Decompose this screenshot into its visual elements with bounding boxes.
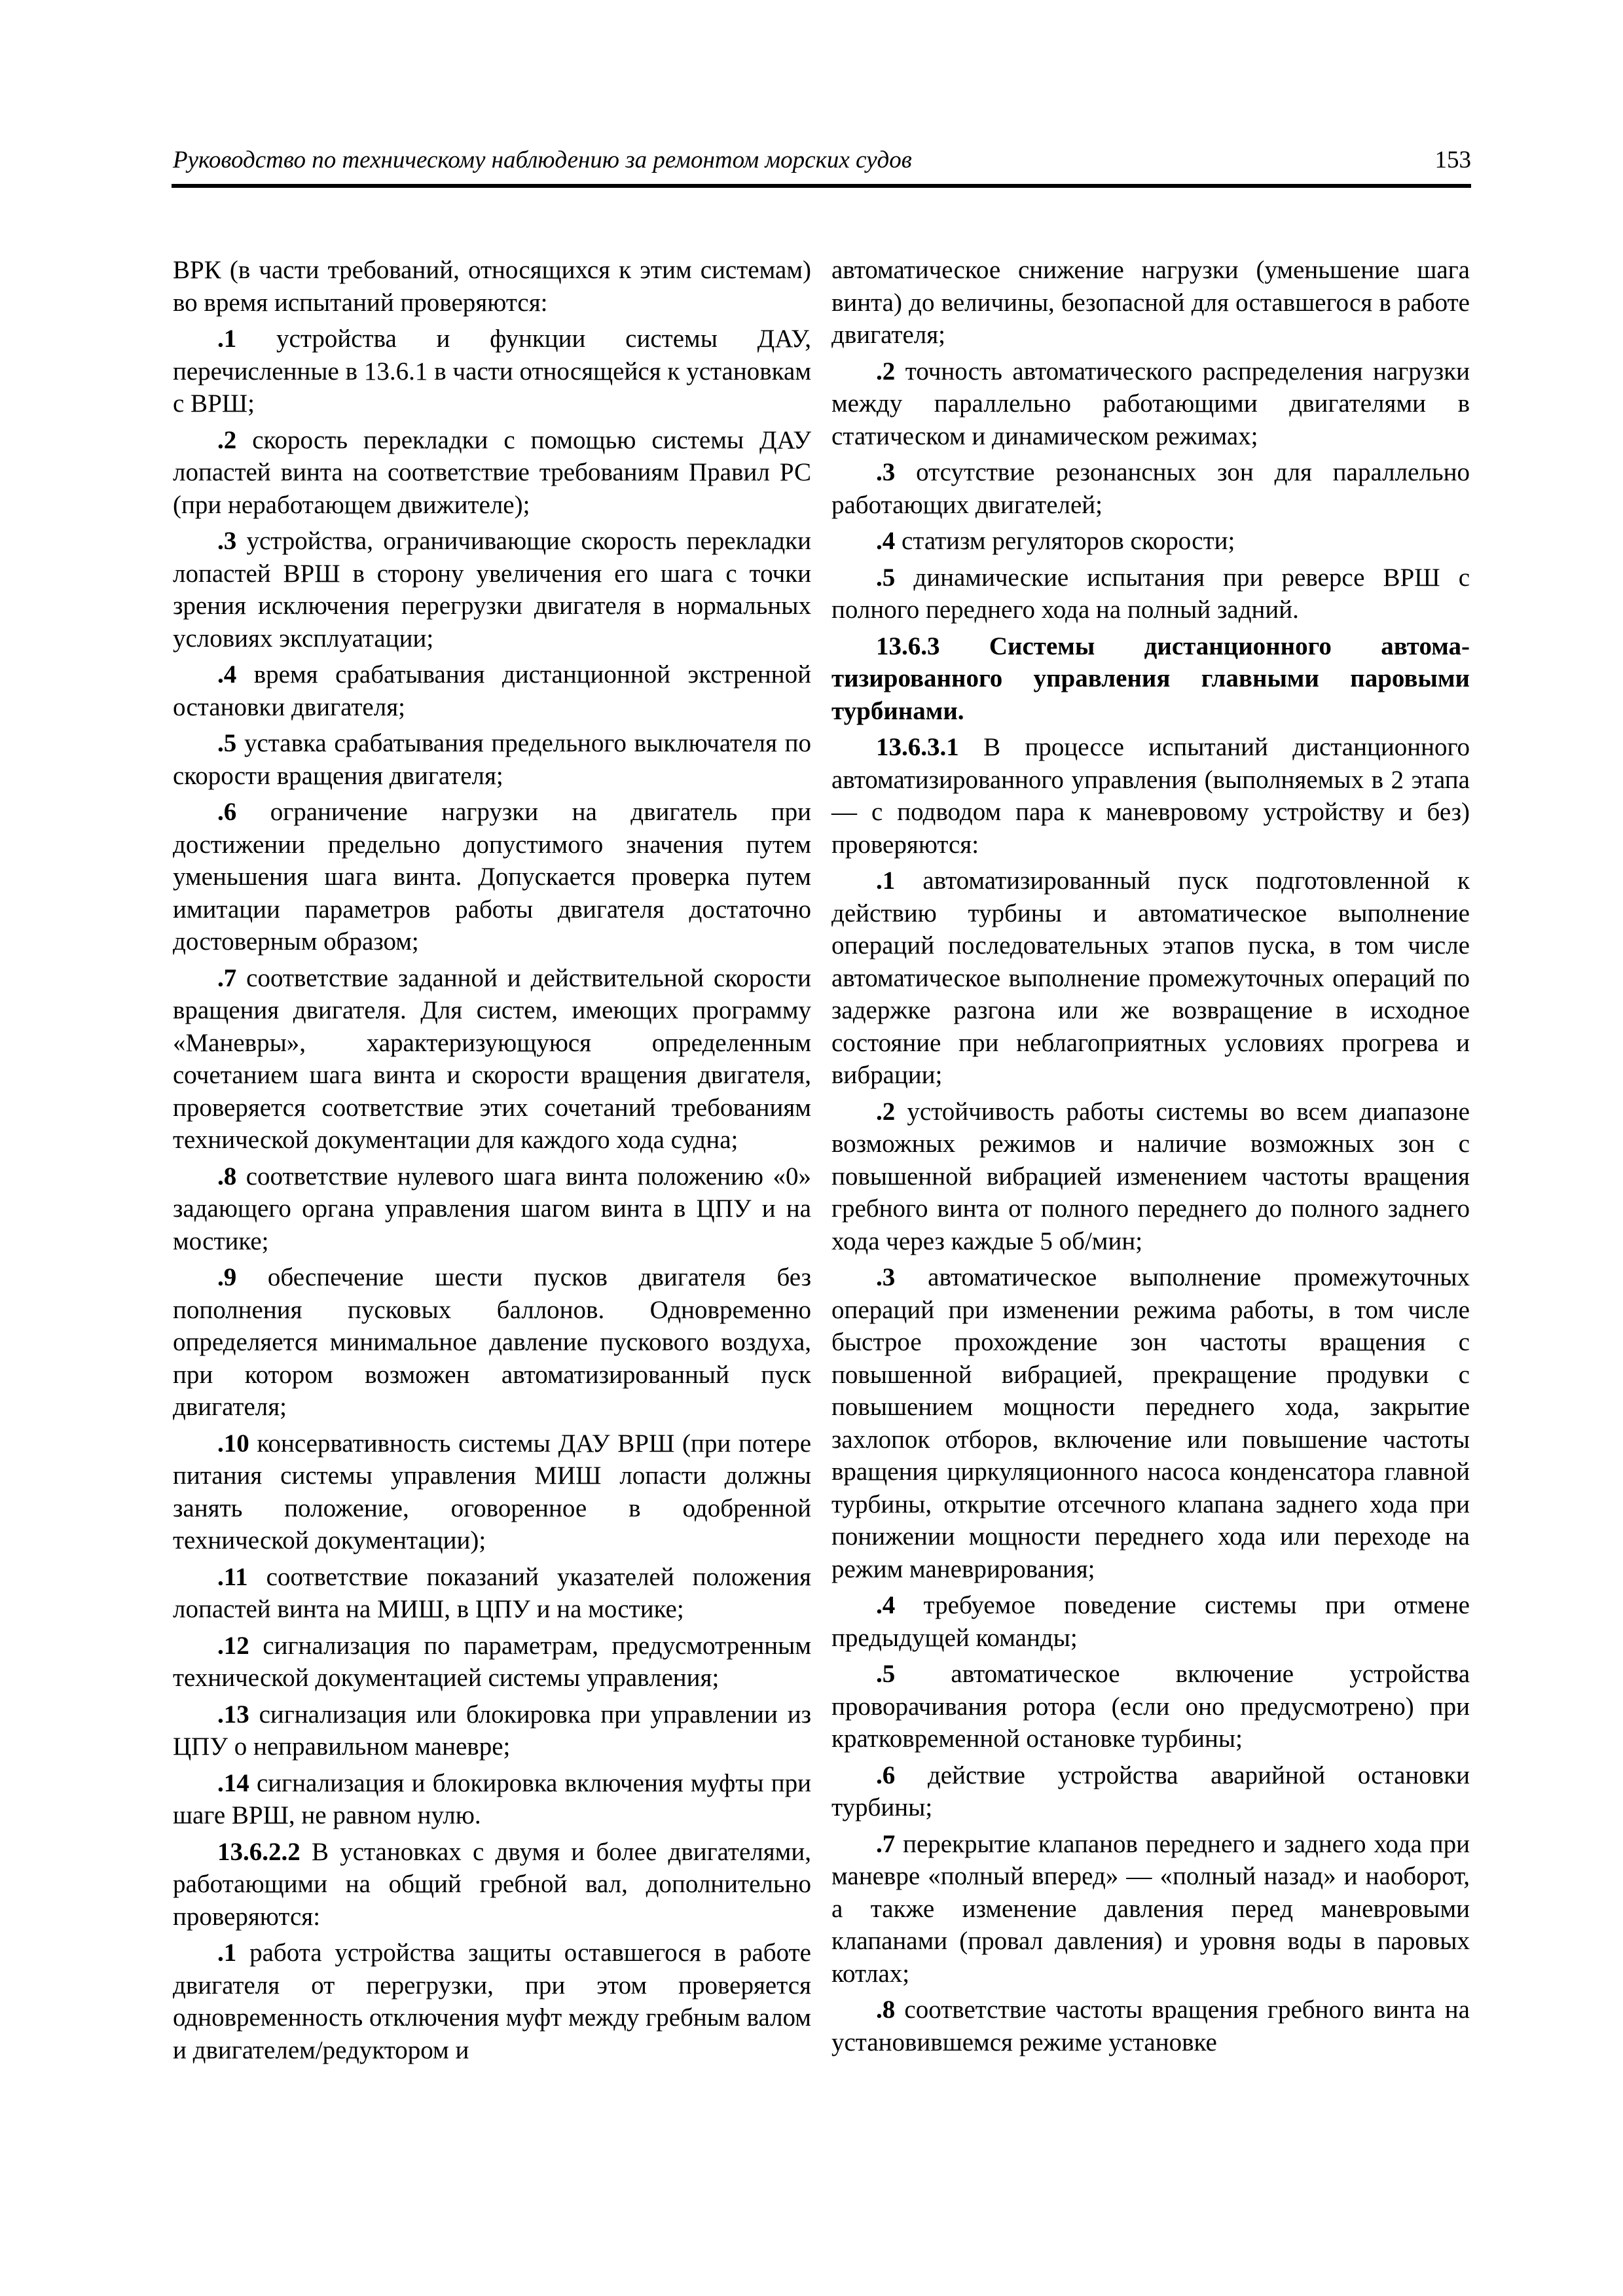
item-text: статизм регуляторов скорости; <box>895 527 1235 555</box>
section-number: 13.6.2.2 <box>217 1837 301 1866</box>
item-text: уставка срабатывания предельного выключателя по скорости вращения двигателя; <box>173 729 811 790</box>
item-text: скорость перекладки с помощью системы ДАУ лопастей винта на соответствие требованиям Правил РС (при неработающем движителе); <box>173 425 811 519</box>
item-text: точность автоматического распределения нагрузки между параллельно работающими двигателями в статическом и динамическом режимах; <box>831 357 1470 450</box>
item-text: соответствие частоты вращения гребного винта на установившемся режиме установке <box>831 1996 1470 2056</box>
list-item <box>173 727 811 792</box>
item-text: отсутствие резонансных зон для параллельно работающих двигателей; <box>831 458 1470 519</box>
item-number: .3 <box>217 527 237 555</box>
list-item <box>173 796 811 958</box>
list-item <box>173 323 811 420</box>
list-item <box>173 1561 811 1626</box>
item-text: автоматизированный пуск подготовленной к действию турбины и автоматическое выполнение операций последовательных этапов пуска, в том числе автоматическое выполнение промежуточных операций по задержке разгона или же возвращение в исходное состояние при неблагоприятных условиях прогрева и вибрации; <box>831 867 1470 1089</box>
item-number: .4 <box>876 527 896 555</box>
item-text: сигнализация по параметрам, предусмотренным технической документацией системы управления; <box>173 1631 811 1692</box>
page-header <box>172 134 1471 188</box>
item-number: .11 <box>217 1562 248 1591</box>
item-text: обеспечение шести пусков двигателя без пополнения пусковых баллонов. Одновременно определяется минимальное давление пускового воздуха, при котором возможен автоматизированный пуск двигателя; <box>173 1263 811 1421</box>
list-item <box>831 355 1470 453</box>
item-text: соответствие заданной и действительной скорости вращения двигателя. Для систем, имеющих программу «Маневры», характеризующуюся определенным сочетанием шага винта и скорости вращения двигателя, проверяется соответствие этих сочетаний требованиям технической документации для каждого хода судна; <box>173 963 811 1154</box>
item-number: .1 <box>217 1939 237 1967</box>
item-text: консервативность системы ДАУ ВРШ (при потере питания системы управления МИШ лопасти должны занять положение, оговоренное в одобренной технической документации); <box>173 1429 811 1554</box>
item-number: .13 <box>217 1700 249 1729</box>
item-text: устройства, ограничивающие скорость перекладки лопастей ВРШ в сторону увеличения его шага с точки зрения исключения перегрузки двигателя в нормальных условиях эксплуатации; <box>173 527 811 653</box>
list-item <box>831 1261 1470 1585</box>
section-text: В установках с двумя и более двигателями, работающими на общий гребной вал, дополнительно проверяются: <box>173 1837 811 1931</box>
item-number: .3 <box>876 1263 896 1291</box>
list-item <box>173 1261 811 1424</box>
item-number: .14 <box>217 1768 249 1797</box>
item-text: устройства и функции системы ДАУ, перечисленные в 13.6.1 в части относящейся к установкам с ВРШ; <box>173 325 811 418</box>
item-number: .7 <box>876 1829 896 1858</box>
item-text: автоматическое выполнение промежуточных операций при изменении режима работы, в том числе быстрое прохождение зон частоты вращения с повышенной вибрацией, прекращение продувки с повышением мощности переднего хода, закрытие захлопок отборов, включение или повышение частоты вращения циркуляционного насоса конденсатора главной турбины, открытие отсечного клапана заднего хода при понижении мощности переднего хода или переходе на режим маневрирования; <box>831 1263 1470 1583</box>
running-title: Руководство по техническому наблюдению за ремонтом морских судов <box>173 147 912 173</box>
item-number: .4 <box>217 660 237 689</box>
item-number: .6 <box>217 798 237 826</box>
list-item <box>173 1630 811 1695</box>
list-item <box>173 1937 811 2066</box>
item-number: .4 <box>876 1591 896 1619</box>
item-number: .6 <box>876 1761 896 1789</box>
item-text: ограничение нагрузки на двигатель при достижении предельно допустимого значения путем уменьшения шага винта. Допускается проверка путем имитации параметров работы двигателя достаточно достоверным образом; <box>173 798 811 956</box>
list-item <box>173 525 811 655</box>
item-number: .12 <box>217 1631 249 1660</box>
item-text: динамические испытания при реверсе ВРШ с полного переднего хода на полный задний. <box>831 563 1470 624</box>
list-item <box>831 1096 1470 1258</box>
item-number: .1 <box>876 867 896 895</box>
item-text: требуемое поведение системы при отмене предыдущей команды; <box>831 1591 1470 1652</box>
item-number: .5 <box>217 729 237 757</box>
item-text: соответствие показаний указателей положения лопастей винта на МИШ, в ЦПУ и на мостике; <box>173 1562 811 1623</box>
item-number: .5 <box>876 1660 896 1688</box>
list-item <box>173 1698 811 1763</box>
section-number: 13.6.3.1 <box>876 733 959 761</box>
list-item <box>173 658 811 723</box>
list-item <box>173 1767 811 1832</box>
section-paragraph <box>173 1836 811 1933</box>
item-text: действие устройства аварийной остановки турбины; <box>831 1761 1470 1821</box>
item-number: .7 <box>217 963 237 992</box>
list-item <box>831 865 1470 1092</box>
item-number: .3 <box>876 458 896 486</box>
list-item <box>831 1658 1470 1755</box>
list-item <box>831 525 1470 558</box>
list-item <box>831 1589 1470 1654</box>
list-item <box>831 1994 1470 2058</box>
paragraph: автоматическое снижение нагрузки (уменьшение шага винта) до величины, безопасной для оставшегося в работе двигателя; <box>831 256 1470 349</box>
list-item <box>831 456 1470 521</box>
item-number: .2 <box>876 357 896 386</box>
item-number: .8 <box>217 1162 237 1191</box>
item-text: перекрытие клапанов переднего и заднего хода при маневре «полный вперед» — «полный назад» и наоборот, а также изменение давления перед маневровыми клапанами (провал давления) и уровня воды в паровых котлах; <box>831 1829 1470 1988</box>
item-number: .10 <box>217 1429 249 1458</box>
item-number: .8 <box>876 1996 896 2024</box>
list-item <box>831 562 1470 626</box>
list-item <box>831 1759 1470 1824</box>
item-number: .5 <box>876 563 896 592</box>
paragraph: ВРК (в части требований, относящихся к этим системам) во время испытаний проверяются: <box>173 256 811 317</box>
item-text: время срабатывания дистанционной экстренной остановки двигателя; <box>173 660 811 721</box>
list-item <box>173 1160 811 1258</box>
item-number: .1 <box>217 325 237 353</box>
item-text: автоматическое включение устройства проворачивания ротора (если оно предусмотрено) при кратковременной остановке турбины; <box>831 1660 1470 1753</box>
page-number: 153 <box>1434 147 1471 173</box>
item-text: работа устройства защиты оставшегося в работе двигателя от перегрузки, при этом проверяется одновременность отключения муфт между гребным валом и двигателем/редуктором и <box>173 1939 811 2064</box>
item-text: соответствие нулевого шага винта положению «0» задающего органа управления шагом винта в ЦПУ и на мостике; <box>173 1162 811 1255</box>
right-column <box>831 254 1470 2062</box>
item-number: .9 <box>217 1263 237 1291</box>
item-number: .2 <box>217 425 237 454</box>
item-text: сигнализация и блокировка включения муфты при шаге ВРШ, не равном нулю. <box>173 1768 811 1829</box>
list-item <box>173 424 811 522</box>
section-text: В процессе испытаний дистанционного автоматизированного управления (выполняемых в 2 этапа — с подводом пара к маневровому устройству и без) проверяются: <box>831 733 1470 859</box>
list-item <box>173 1427 811 1557</box>
item-text: устойчивость работы системы во всем диапазоне возможных режимов и наличие возможных зон с повышенной вибрацией изменением частоты вращения гребного винта от полного переднего до полного заднего хода через каждые 5 об/мин; <box>831 1097 1470 1255</box>
section-heading: 13.6.3 Системы дистанционного автоматизированного управления главными паровыми турбинами. <box>831 632 1470 725</box>
list-item <box>173 962 811 1157</box>
item-text: сигнализация или блокировка при управлении из ЦПУ о неправильном маневре; <box>173 1700 811 1761</box>
list-item <box>831 1828 1470 1990</box>
item-number: .2 <box>876 1097 896 1126</box>
section-paragraph <box>831 731 1470 861</box>
left-column <box>173 254 811 2070</box>
